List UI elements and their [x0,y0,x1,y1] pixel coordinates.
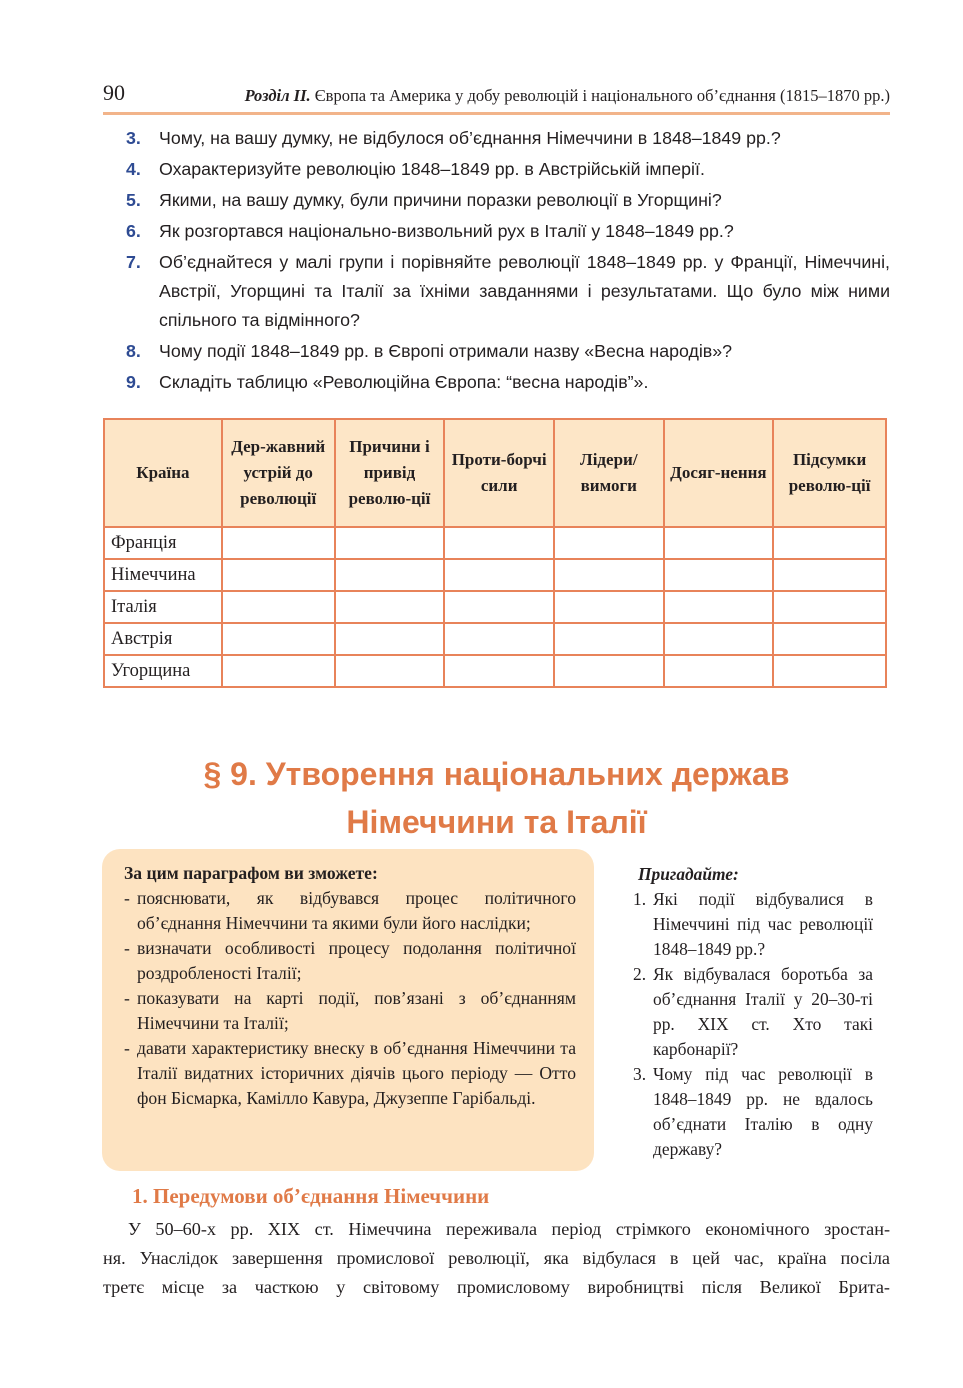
remember-title: Пригадайте: [638,864,739,884]
question-item [126,124,890,153]
country-cell: Італія [104,591,222,623]
empty-cell [664,527,774,559]
empty-cell [335,559,445,591]
country-cell: Угорщина [104,655,222,687]
table-row [104,527,886,559]
column-header: Проти-борчі сили [444,419,554,527]
page-number: 90 [103,80,125,105]
question-list [126,124,890,399]
question-item [126,186,890,215]
empty-cell [554,623,664,655]
table-row [104,655,886,687]
question-text: Об’єднайтеся у малі групи і порівняйте революції 1848–1849 рр. у Франції, Німеччині, Австрії, Угорщині та Італії за їхніми завданнями і результатами. Що було між ними спільного та відмінного? [159,252,890,330]
empty-cell [773,559,886,591]
empty-cell [773,623,886,655]
empty-cell [554,655,664,687]
remember-item [633,1062,873,1162]
column-header: Підсумки револю-ції [773,419,886,527]
learning-goals-box [102,849,594,1171]
running-head-label: Розділ II. [244,86,311,105]
remember-box [633,862,873,1162]
question-text: Складіть таблицю «Революційна Європа: “весна народів”». [159,372,649,392]
column-header: Причини і привід револю-ції [335,419,445,527]
column-header: Дер-жавний устрій до революції [222,419,335,527]
empty-cell [222,655,335,687]
body-line: ня. Унаслідок завершення промислової революції, яка відбулася в цей час, країна посіла [103,1248,890,1268]
empty-cell [335,623,445,655]
remember-item [633,887,873,962]
page-header [103,80,890,115]
remember-number: 3. [633,1064,647,1084]
section-title-line: Німеччини та Італії [346,804,647,840]
goals-title: За цим параграфом ви зможете: [124,863,378,883]
remember-item [633,962,873,1062]
question-number: 9. [126,372,141,392]
section-title-line: § 9. Утворення національних держав [203,756,790,792]
empty-cell [222,559,335,591]
empty-cell [773,527,886,559]
goal-item: - визначати особливості процесу подолання політичної роздробленості Італії; [124,938,576,983]
question-number: 3. [126,128,141,148]
empty-cell [335,655,445,687]
empty-cell [335,527,445,559]
question-text: Як розгортався національно-визвольний рух в Італії у 1848–1849 рр.? [159,221,734,241]
remember-text: Чому під час революції в 1848–1849 рр. не вдалось об’єднати Італію в одну державу? [653,1064,873,1159]
empty-cell [444,655,554,687]
goal-text: давати характеристику внеску в об’єднання Німеччини та Італії видатних історичних діячів цього періоду — Отто фон Бісмарка, Камілло Кавура, Джузеппе Гарібальді. [137,1038,576,1108]
running-head-title: Європа та Америка у добу революцій і національного об’єднання (1815–1870 рр.) [314,86,890,105]
goal-text: пояснювати, як відбувався процес політичного об’єднання Німеччини та якими були його наслідки; [137,888,576,933]
question-number: 5. [126,190,141,210]
goal-text: показувати на карті події, пов’язані з об’єднанням Німеччини та Італії; [137,988,576,1033]
question-text: Чому, на вашу думку, не відбулося об’єднання Німеччини в 1848–1849 рр.? [159,128,781,148]
column-header: Країна [104,419,222,527]
table-row [104,559,886,591]
remember-number: 1. [633,889,647,909]
question-text: Охарактеризуйте революцію 1848–1849 рр. в Австрійській імперії. [159,159,705,179]
question-item [126,337,890,366]
column-header: Лідери/ вимоги [554,419,664,527]
column-header: Досяг-нення [664,419,774,527]
goal-item: - пояснювати, як відбувався процес політичного об’єднання Німеччини та якими були його наслідки; [124,888,576,933]
question-item [126,248,890,335]
empty-cell [554,591,664,623]
body-line: У 50–60-х рр. XIX ст. Німеччина переживала період стрімкого економічного зростан- [128,1219,890,1239]
question-number: 4. [126,159,141,179]
remember-text: Як відбувалася боротьба за об’єднання Італії у 20–30-ті рр. XIX ст. Хто такі карбонарії? [653,964,873,1059]
country-cell: Австрія [104,623,222,655]
remember-number: 2. [633,964,647,984]
empty-cell [444,623,554,655]
goal-item: - давати характеристику внеску в об’єднання Німеччини та Італії видатних історичних діячів цього періоду — Отто фон Бісмарка, Камілло Кавура, Джузеппе Гарібальді. [124,1038,576,1108]
question-number: 8. [126,341,141,361]
empty-cell [773,655,886,687]
goal-item: - показувати на карті події, пов’язані з об’єднанням Німеччини та Італії; [124,988,576,1033]
empty-cell [444,591,554,623]
empty-cell [773,591,886,623]
question-number: 6. [126,221,141,241]
empty-cell [444,559,554,591]
question-item [126,155,890,184]
revolution-table [103,418,887,688]
question-item [126,368,890,397]
empty-cell [664,623,774,655]
running-head [245,86,890,106]
empty-cell [664,591,774,623]
question-text: Якими, на вашу думку, були причини поразки революції в Угорщині? [159,190,722,210]
question-number: 7. [126,252,141,272]
body-line: третє місце за часткою у світовому промисловому виробництві після Великої Брита- [103,1277,890,1297]
goal-text: визначати особливості процесу подолання політичної роздробленості Італії; [137,938,576,983]
empty-cell [222,591,335,623]
empty-cell [222,623,335,655]
section-title [103,750,890,846]
body-paragraph [103,1215,890,1302]
question-item [126,217,890,246]
empty-cell [554,527,664,559]
empty-cell [664,559,774,591]
empty-cell [222,527,335,559]
table-row [104,591,886,623]
empty-cell [444,527,554,559]
country-cell: Німеччина [104,559,222,591]
subsection-title: 1. Передумови об’єднання Німеччини [132,1184,490,1208]
table-header-row [104,419,886,527]
country-cell: Франція [104,527,222,559]
table-row [104,623,886,655]
remember-text: Які події відбувалися в Німеччині під час революції 1848–1849 рр.? [653,889,873,959]
empty-cell [335,591,445,623]
empty-cell [554,559,664,591]
empty-cell [664,655,774,687]
question-text: Чому події 1848–1849 рр. в Європі отримали назву «Весна народів»? [159,341,733,361]
